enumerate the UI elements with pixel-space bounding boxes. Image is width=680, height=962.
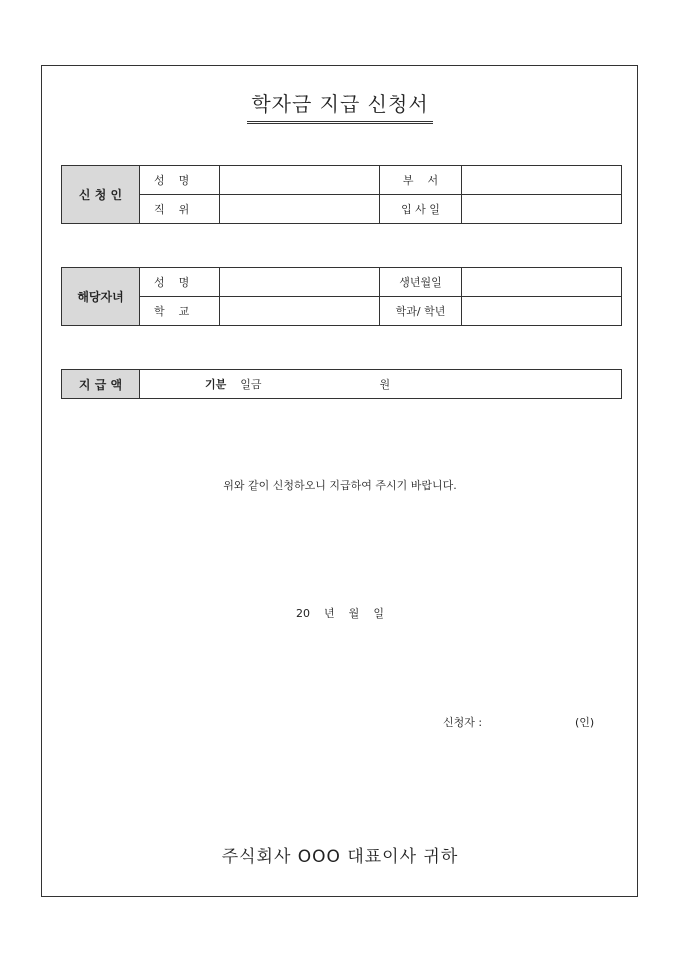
date-month-label: 월 <box>348 607 360 620</box>
applicant-name-field[interactable] <box>220 166 380 195</box>
applicant-department-label: 부 서 <box>380 166 462 195</box>
applicant-join-date-label: 입 사 일 <box>380 195 462 224</box>
beneficiary-header: 해당자녀 <box>62 268 140 326</box>
applicant-name-label: 성 명 <box>140 166 220 195</box>
beneficiary-birth-label: 생년월일 <box>380 268 462 297</box>
beneficiary-table <box>61 267 622 326</box>
applicant-table <box>61 165 622 224</box>
beneficiary-name-field[interactable] <box>220 268 380 297</box>
applicant-position-field[interactable] <box>220 195 380 224</box>
applicant-join-date-field[interactable] <box>462 195 622 224</box>
document-title: 학자금 지급 신청서 <box>247 88 432 124</box>
date-year-prefix: 20 <box>296 607 311 620</box>
date-day-label: 일 <box>373 607 384 620</box>
date-line <box>0 605 680 621</box>
document-title-wrapper <box>0 88 680 124</box>
date-year-label: 년 <box>324 607 335 620</box>
amount-ilgeum-label: 일금 <box>240 378 262 391</box>
beneficiary-birth-field[interactable] <box>462 268 622 297</box>
applicant-signature-label: 신청자 : <box>443 716 483 729</box>
amount-basic-label: 기분 <box>205 378 227 391</box>
applicant-position-label: 직 위 <box>140 195 220 224</box>
beneficiary-school-field[interactable] <box>220 297 380 326</box>
applicant-department-field[interactable] <box>462 166 622 195</box>
beneficiary-name-label: 성 명 <box>140 268 220 297</box>
beneficiary-dept-grade-field[interactable] <box>462 297 622 326</box>
beneficiary-dept-grade-label: 학과/ 학년 <box>380 297 462 326</box>
addressee-footer: 주식회사 OOO 대표이사 귀하 <box>221 847 459 867</box>
amount-header: 지 급 액 <box>62 370 140 399</box>
amount-field[interactable] <box>140 370 622 399</box>
amount-table <box>61 369 622 399</box>
request-statement: 위와 같이 신청하오니 지급하여 주시기 바랍니다. <box>223 479 457 492</box>
beneficiary-school-label: 학 교 <box>140 297 220 326</box>
applicant-header: 신 청 인 <box>62 166 140 224</box>
amount-won-label: 원 <box>379 378 391 391</box>
seal-mark: (인) <box>575 716 595 729</box>
